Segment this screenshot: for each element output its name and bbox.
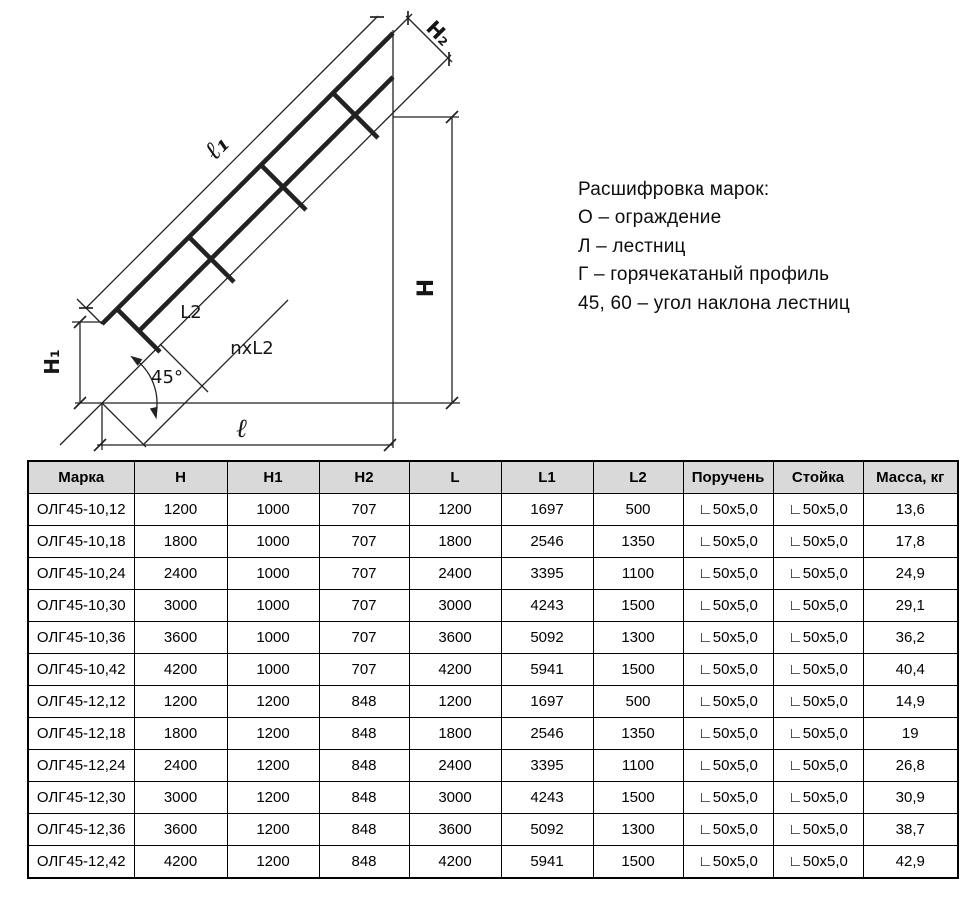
table-cell: 1000	[227, 654, 319, 686]
table-cell: 14,9	[863, 686, 958, 718]
table-row	[28, 686, 958, 718]
table-cell: 848	[319, 686, 409, 718]
table-cell: 1200	[227, 750, 319, 782]
column-header: Масса, кг	[863, 461, 958, 494]
column-header: Марка	[28, 461, 134, 494]
table-header-row	[28, 461, 958, 494]
table-cell: ∟50x5,0	[773, 526, 863, 558]
table-cell: 1000	[227, 494, 319, 526]
legend-item: Г – горячекатаный профиль	[578, 264, 830, 286]
table-cell: 1200	[134, 686, 227, 718]
table-cell: 1350	[593, 526, 683, 558]
table-cell: 1200	[227, 814, 319, 846]
table-row	[28, 750, 958, 782]
table-cell: ОЛГ45-12,18	[28, 718, 134, 750]
table-row	[28, 526, 958, 558]
dim-label-h: H	[414, 278, 439, 298]
table-cell: 848	[319, 846, 409, 879]
table-cell: ∟50x5,0	[683, 782, 773, 814]
table-cell: 707	[319, 622, 409, 654]
table-cell: ∟50x5,0	[773, 494, 863, 526]
table-cell: 3395	[501, 558, 593, 590]
dim-label-h2: H₂	[421, 15, 457, 51]
table-row	[28, 846, 958, 879]
table-cell: 2400	[134, 558, 227, 590]
table-cell: 1697	[501, 494, 593, 526]
table-cell: ОЛГ45-12,42	[28, 846, 134, 879]
table-cell: ∟50x5,0	[683, 526, 773, 558]
table-cell: 848	[319, 814, 409, 846]
table-cell: 1300	[593, 814, 683, 846]
dim-label-l1: ℓ₁	[198, 128, 236, 166]
column-header: L	[409, 461, 501, 494]
table-cell: 26,8	[863, 750, 958, 782]
table-cell: 1697	[501, 686, 593, 718]
table-cell: ∟50x5,0	[773, 750, 863, 782]
dim-label-angle: 45°	[151, 367, 183, 388]
column-header: H1	[227, 461, 319, 494]
table-cell: 3600	[409, 814, 501, 846]
table-cell: 5092	[501, 814, 593, 846]
table-cell: ∟50x5,0	[773, 558, 863, 590]
table-row	[28, 814, 958, 846]
column-header: L2	[593, 461, 683, 494]
table-cell: 2546	[501, 526, 593, 558]
l1-dimension-line	[86, 16, 378, 308]
dim-label-l: ℓ	[236, 414, 248, 444]
table-cell: ∟50x5,0	[773, 622, 863, 654]
table-cell: 848	[319, 718, 409, 750]
table-cell: 3000	[134, 782, 227, 814]
table-cell: ОЛГ45-10,36	[28, 622, 134, 654]
table-cell: 5092	[501, 622, 593, 654]
table-cell: ∟50x5,0	[683, 750, 773, 782]
spec-table	[27, 460, 959, 879]
table-cell: 4200	[134, 846, 227, 879]
table-cell: ∟50x5,0	[683, 718, 773, 750]
table-row	[28, 718, 958, 750]
table-cell: 1800	[409, 718, 501, 750]
dim-label-h1: H₁	[40, 349, 64, 375]
table-cell: 13,6	[863, 494, 958, 526]
table-cell: 707	[319, 526, 409, 558]
dim-label-l2: L2	[180, 302, 202, 323]
table-row	[28, 494, 958, 526]
arc-arrow-bottom	[150, 407, 158, 420]
table-cell: 1100	[593, 558, 683, 590]
table-cell: 848	[319, 782, 409, 814]
table-cell: ∟50x5,0	[683, 686, 773, 718]
table-cell: 42,9	[863, 846, 958, 879]
table-cell: ∟50x5,0	[773, 782, 863, 814]
table-cell: 19	[863, 718, 958, 750]
dim-label-nxl2: nxL2	[230, 338, 274, 359]
table-cell: 1200	[227, 846, 319, 879]
table-cell: 707	[319, 494, 409, 526]
table-cell: 3000	[134, 590, 227, 622]
table-cell: 24,9	[863, 558, 958, 590]
table-cell: 1000	[227, 526, 319, 558]
table-cell: ОЛГ45-10,18	[28, 526, 134, 558]
table-cell: 30,9	[863, 782, 958, 814]
table-row	[28, 622, 958, 654]
table-cell: ∟50x5,0	[773, 846, 863, 879]
table-cell: 3600	[134, 814, 227, 846]
table-cell: ∟50x5,0	[683, 814, 773, 846]
table-cell: 707	[319, 558, 409, 590]
axis-extension-lower	[102, 403, 146, 447]
ladder-drawing	[0, 0, 560, 460]
dimension-lines	[60, 14, 460, 450]
table-cell: ОЛГ45-10,30	[28, 590, 134, 622]
table-cell: ∟50x5,0	[683, 846, 773, 879]
table-cell: 1350	[593, 718, 683, 750]
table-cell: 2546	[501, 718, 593, 750]
table-cell: ∟50x5,0	[683, 622, 773, 654]
table-cell: ОЛГ45-12,36	[28, 814, 134, 846]
column-header: H2	[319, 461, 409, 494]
table-cell: ОЛГ45-12,24	[28, 750, 134, 782]
column-header: L1	[501, 461, 593, 494]
table-cell: 36,2	[863, 622, 958, 654]
upper-stringer	[102, 33, 393, 324]
table-cell: 1200	[227, 718, 319, 750]
table-cell: 500	[593, 494, 683, 526]
table-cell: 1200	[134, 494, 227, 526]
table-cell: 3395	[501, 750, 593, 782]
column-header: Поручень	[683, 461, 773, 494]
table-cell: ОЛГ45-10,24	[28, 558, 134, 590]
column-header: Стойка	[773, 461, 863, 494]
table-body	[28, 494, 958, 879]
table-cell: 1500	[593, 654, 683, 686]
table-cell: ОЛГ45-10,12	[28, 494, 134, 526]
table-cell: 1200	[409, 494, 501, 526]
table-cell: ОЛГ45-12,12	[28, 686, 134, 718]
table-cell: 848	[319, 750, 409, 782]
table-cell: 1000	[227, 558, 319, 590]
table-cell: 1200	[227, 686, 319, 718]
legend	[578, 176, 958, 318]
table-cell: 3000	[409, 782, 501, 814]
table-cell: 3600	[409, 622, 501, 654]
table-cell: ОЛГ45-10,42	[28, 654, 134, 686]
table-cell: ∟50x5,0	[683, 590, 773, 622]
table-cell: 2400	[409, 750, 501, 782]
ladder	[102, 33, 393, 352]
table-cell: 707	[319, 590, 409, 622]
table-cell: 1500	[593, 846, 683, 879]
table-cell: 2400	[134, 750, 227, 782]
table-cell: 1800	[134, 718, 227, 750]
table-cell: ∟50x5,0	[683, 654, 773, 686]
table-row	[28, 654, 958, 686]
table-cell: ∟50x5,0	[773, 654, 863, 686]
column-header: H	[134, 461, 227, 494]
table-row	[28, 782, 958, 814]
table-cell: ∟50x5,0	[683, 558, 773, 590]
table-cell: 17,8	[863, 526, 958, 558]
legend-item: 45, 60 – угол наклона лестниц	[578, 292, 850, 314]
table-cell: ∟50x5,0	[773, 814, 863, 846]
table-cell: 1300	[593, 622, 683, 654]
table-cell: 4200	[409, 654, 501, 686]
table-cell: 4200	[409, 846, 501, 879]
table-cell: 1500	[593, 590, 683, 622]
table-cell: ∟50x5,0	[773, 718, 863, 750]
table-cell: 1500	[593, 782, 683, 814]
table-cell: 5941	[501, 846, 593, 879]
table-cell: 2400	[409, 558, 501, 590]
table-cell: 707	[319, 654, 409, 686]
table-cell: 40,4	[863, 654, 958, 686]
legend-item: О – ограждение	[578, 207, 722, 229]
table-cell: 3600	[134, 622, 227, 654]
table-cell: 3000	[409, 590, 501, 622]
table-cell: 1800	[134, 526, 227, 558]
legend-title: Расшифровка марок:	[578, 179, 770, 200]
table-cell: 1000	[227, 622, 319, 654]
table-cell: 1000	[227, 590, 319, 622]
table-cell: 1800	[409, 526, 501, 558]
table-cell: ∟50x5,0	[683, 494, 773, 526]
table-cell: ОЛГ45-12,30	[28, 782, 134, 814]
table-row	[28, 590, 958, 622]
table-cell: 5941	[501, 654, 593, 686]
table-cell: 1200	[227, 782, 319, 814]
table-cell: 1100	[593, 750, 683, 782]
table-cell: 4200	[134, 654, 227, 686]
table-cell: 4243	[501, 782, 593, 814]
legend-item: Л – лестниц	[578, 235, 686, 257]
table-cell: ∟50x5,0	[773, 686, 863, 718]
table-row	[28, 558, 958, 590]
table-cell: 4243	[501, 590, 593, 622]
table-cell: 1200	[409, 686, 501, 718]
table-cell: ∟50x5,0	[773, 590, 863, 622]
dimension-ticks	[74, 11, 458, 451]
table-cell: 29,1	[863, 590, 958, 622]
table-cell: 38,7	[863, 814, 958, 846]
table-cell: 500	[593, 686, 683, 718]
stringer-extension-top	[393, 14, 412, 33]
